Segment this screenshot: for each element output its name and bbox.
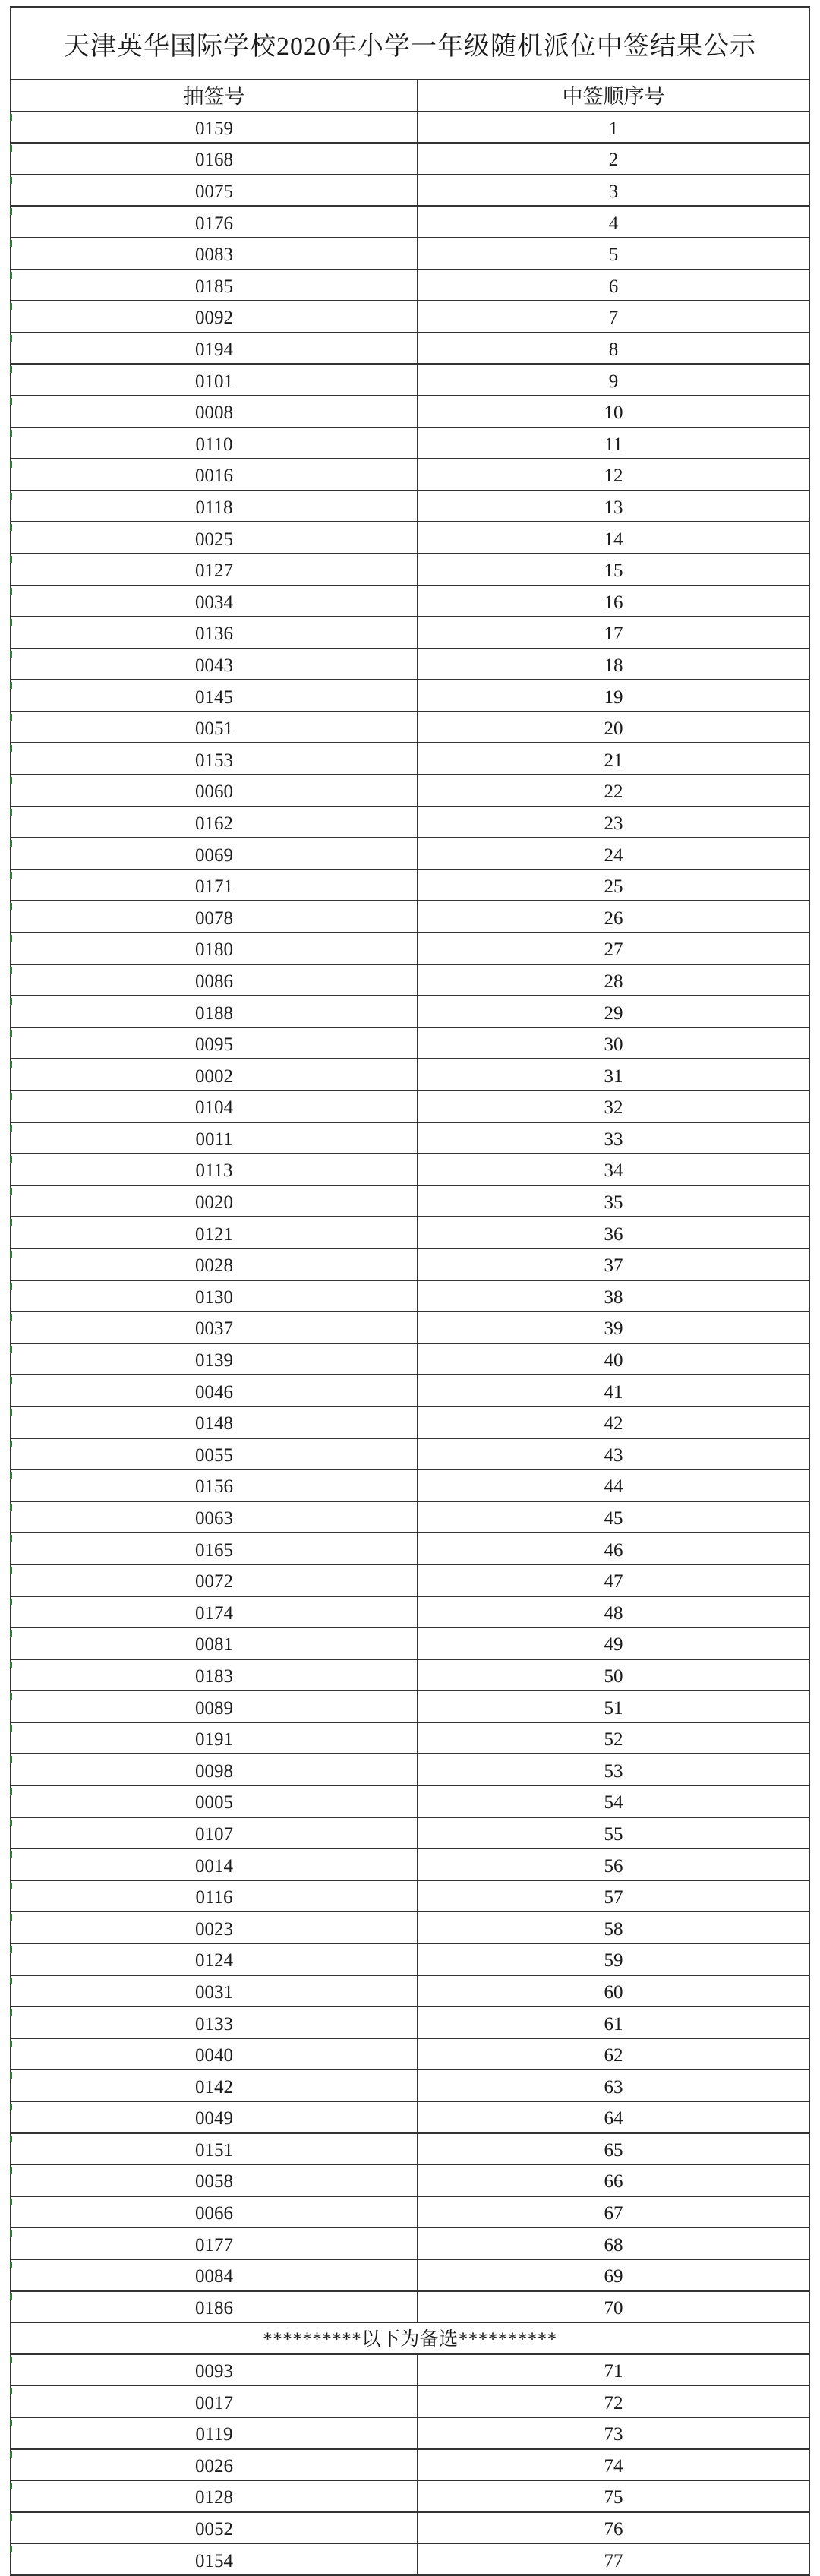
order-number-cell: 5: [608, 245, 619, 266]
order-number-cell: 30: [604, 1034, 623, 1056]
draw-number-cell: 0101: [11, 365, 418, 395]
order-number-cell: 66: [604, 2171, 623, 2192]
draw-number-cell: 0177: [11, 2228, 418, 2259]
table-row: [11, 491, 809, 523]
table-row: [11, 1439, 809, 1471]
draw-number-cell: 0075: [11, 175, 418, 206]
draw-number-cell: 0020: [11, 1186, 418, 1217]
table-row: [11, 2292, 809, 2324]
table-row: [11, 2544, 809, 2576]
order-number-cell: 72: [604, 2392, 623, 2413]
draw-number-cell: 0145: [11, 680, 418, 711]
draw-number-cell: 0153: [11, 743, 418, 774]
draw-number-cell: 0118: [11, 491, 418, 522]
order-number-cell: 67: [604, 2203, 623, 2224]
order-number-cell: 56: [604, 1855, 623, 1877]
order-number-cell: 53: [604, 1760, 623, 1782]
order-number-cell: 35: [604, 1192, 623, 1214]
backup-separator-text: **********以下为备选**********: [263, 2329, 557, 2350]
draw-number-cell: 0127: [11, 554, 418, 585]
draw-number-cell: 0095: [11, 1028, 418, 1059]
draw-number-cell: 0026: [11, 2450, 418, 2480]
order-number-cell: 69: [604, 2266, 623, 2287]
draw-number-cell: 0104: [11, 1091, 418, 1122]
draw-number-cell: 0107: [11, 1818, 418, 1848]
table-row: [11, 2228, 809, 2260]
table-row: [11, 2165, 809, 2197]
table-row: [11, 270, 809, 302]
table-row: [11, 870, 809, 902]
order-number-cell: 17: [604, 623, 623, 645]
table-row: [11, 2070, 809, 2102]
draw-number-cell: 0086: [11, 965, 418, 996]
order-number-cell: 24: [604, 844, 623, 866]
table-row: [11, 680, 809, 712]
draw-number-cell: 0066: [11, 2197, 418, 2227]
order-number-cell: 18: [604, 655, 623, 676]
table-row: [11, 1976, 809, 2008]
draw-number-cell: 0139: [11, 1344, 418, 1375]
table-row: [11, 1059, 809, 1091]
table-header-row: [11, 80, 809, 112]
table-row: [11, 2481, 809, 2513]
table-row: [11, 1597, 809, 1629]
order-number-cell: 12: [604, 466, 623, 487]
table-row: [11, 1849, 809, 1881]
order-number-cell: 16: [604, 592, 623, 613]
draw-number-cell: 0028: [11, 1249, 418, 1280]
draw-number-cell: 0081: [11, 1628, 418, 1659]
main-rows: [11, 112, 809, 2324]
order-number-cell: 48: [604, 1602, 623, 1624]
order-number-cell: 75: [604, 2487, 623, 2508]
draw-number-cell: 0185: [11, 270, 418, 301]
order-number-cell: 64: [604, 2108, 623, 2129]
table-row: [11, 775, 809, 807]
table-row: [11, 1912, 809, 1944]
order-number-cell: 34: [604, 1160, 623, 1182]
draw-number-cell: 0174: [11, 1597, 418, 1627]
order-number-cell: 68: [604, 2234, 623, 2256]
order-number-cell: 13: [604, 497, 623, 519]
table-row: [11, 1091, 809, 1123]
draw-number-cell: 0176: [11, 207, 418, 237]
draw-number-cell: 0063: [11, 1502, 418, 1533]
order-number-cell: 51: [604, 1697, 623, 1719]
table-row: [11, 2134, 809, 2166]
draw-number-cell: 0016: [11, 459, 418, 490]
draw-number-cell: 0089: [11, 1691, 418, 1722]
draw-number-cell: 0083: [11, 238, 418, 269]
order-number-cell: 39: [604, 1318, 623, 1340]
draw-number-cell: 0171: [11, 870, 418, 901]
table-row: [11, 2197, 809, 2229]
table-row: [11, 1786, 809, 1818]
order-number-cell: 37: [604, 1255, 623, 1277]
table-row: [11, 1407, 809, 1439]
table-row: [11, 2450, 809, 2482]
order-number-cell: 19: [604, 687, 623, 708]
draw-number-cell: 0069: [11, 838, 418, 869]
draw-number-cell: 0156: [11, 1470, 418, 1501]
table-row: [11, 2039, 809, 2071]
order-number-cell: 49: [604, 1634, 623, 1656]
order-number-cell: 62: [604, 2045, 623, 2066]
table-row: [11, 1281, 809, 1313]
order-number-cell: 54: [604, 1792, 623, 1814]
draw-number-cell: 0046: [11, 1375, 418, 1406]
order-number-cell: 21: [604, 750, 623, 771]
table-row: [11, 2386, 809, 2418]
draw-number-cell: 0060: [11, 775, 418, 806]
table-row: [11, 1533, 809, 1565]
order-number-cell: 71: [604, 2361, 623, 2382]
table-row: [11, 1660, 809, 1692]
table-row: [11, 1754, 809, 1786]
backup-separator-row: [11, 2323, 809, 2355]
order-number-cell: 6: [608, 276, 619, 297]
table-row: [11, 428, 809, 460]
order-number-cell: 7: [608, 308, 619, 329]
table-row: [11, 1944, 809, 1976]
draw-number-cell: 0113: [11, 1154, 418, 1185]
draw-number-cell: 0148: [11, 1407, 418, 1438]
column-header-order-number: 中签顺序号: [562, 85, 665, 109]
table-row: [11, 459, 809, 491]
order-number-cell: 55: [604, 1823, 623, 1845]
order-number-cell: 10: [604, 402, 623, 424]
table-row: [11, 1123, 809, 1155]
table-row: [11, 996, 809, 1028]
table-row: [11, 2355, 809, 2387]
table-row: [11, 522, 809, 554]
draw-number-cell: 0093: [11, 2355, 418, 2385]
draw-number-cell: 0183: [11, 1660, 418, 1690]
table-row: [11, 1470, 809, 1502]
table-row: [11, 2102, 809, 2134]
sheet-title: 天津英华国际学校2020年小学一年级随机派位中签结果公示: [11, 6, 809, 80]
order-number-cell: 33: [604, 1129, 623, 1150]
draw-number-cell: 0049: [11, 2102, 418, 2132]
order-number-cell: 36: [604, 1223, 623, 1245]
order-number-cell: 47: [604, 1571, 623, 1593]
draw-number-cell: 0014: [11, 1849, 418, 1880]
draw-number-cell: 0005: [11, 1786, 418, 1817]
draw-number-cell: 0133: [11, 2007, 418, 2038]
lottery-results-table: [10, 6, 810, 2576]
draw-number-cell: 0084: [11, 2260, 418, 2290]
draw-number-cell: 0130: [11, 1281, 418, 1312]
column-header-draw-number: 抽签号: [11, 80, 418, 111]
table-row: [11, 1249, 809, 1281]
table-row: [11, 144, 809, 175]
draw-number-cell: 0034: [11, 586, 418, 617]
table-row: [11, 1154, 809, 1186]
order-number-cell: 22: [604, 781, 623, 803]
order-number-cell: 41: [604, 1381, 623, 1403]
draw-number-cell: 0025: [11, 522, 418, 553]
draw-number-cell: 0051: [11, 712, 418, 743]
table-row: [11, 112, 809, 144]
table-row: [11, 1502, 809, 1534]
draw-number-cell: 0055: [11, 1439, 418, 1470]
table-row: [11, 1691, 809, 1723]
table-row: [11, 238, 809, 270]
order-number-cell: 63: [604, 2076, 623, 2098]
draw-number-cell: 0194: [11, 333, 418, 364]
draw-number-cell: 0136: [11, 617, 418, 648]
draw-number-cell: 0002: [11, 1059, 418, 1090]
order-number-cell: 46: [604, 1539, 623, 1561]
table-row: [11, 901, 809, 933]
order-number-cell: 31: [604, 1065, 623, 1087]
table-row: [11, 838, 809, 870]
order-number-cell: 8: [608, 339, 619, 361]
draw-number-cell: 0180: [11, 933, 418, 964]
draw-number-cell: 0078: [11, 901, 418, 932]
order-number-cell: 70: [604, 2297, 623, 2319]
table-row: [11, 1028, 809, 1060]
order-number-cell: 29: [604, 1002, 623, 1024]
table-row: [11, 207, 809, 238]
table-row: [11, 1217, 809, 1249]
table-row: [11, 1723, 809, 1755]
order-number-cell: 14: [604, 529, 623, 550]
draw-number-cell: 0191: [11, 1723, 418, 1754]
backup-rows: [11, 2355, 809, 2576]
order-number-cell: 42: [604, 1413, 623, 1435]
table-row: [11, 396, 809, 428]
order-number-cell: 28: [604, 971, 623, 992]
table-row: [11, 617, 809, 649]
table-row: [11, 2418, 809, 2450]
table-row: [11, 712, 809, 744]
table-row: [11, 2513, 809, 2545]
draw-number-cell: 0168: [11, 144, 418, 174]
draw-number-cell: 0116: [11, 1881, 418, 1911]
draw-number-cell: 0165: [11, 1533, 418, 1564]
order-number-cell: 23: [604, 813, 623, 834]
order-number-cell: 20: [604, 718, 623, 740]
order-number-cell: 44: [604, 1476, 623, 1498]
table-row: [11, 1565, 809, 1597]
table-row: [11, 333, 809, 365]
order-number-cell: 60: [604, 1981, 623, 2003]
order-number-cell: 32: [604, 1097, 623, 1119]
order-number-cell: 27: [604, 939, 623, 961]
order-number-cell: 45: [604, 1508, 623, 1530]
order-number-cell: 74: [604, 2455, 623, 2477]
draw-number-cell: 0008: [11, 396, 418, 427]
order-number-cell: 65: [604, 2139, 623, 2161]
order-number-cell: 11: [604, 434, 623, 455]
table-row: [11, 1881, 809, 1913]
draw-number-cell: 0092: [11, 301, 418, 332]
order-number-cell: 50: [604, 1665, 623, 1687]
draw-number-cell: 0037: [11, 1312, 418, 1343]
order-number-cell: 77: [604, 2550, 623, 2571]
table-row: [11, 2007, 809, 2039]
order-number-cell: 73: [604, 2424, 623, 2445]
draw-number-cell: 0110: [11, 428, 418, 459]
order-number-cell: 76: [604, 2519, 623, 2540]
table-row: [11, 554, 809, 586]
table-row: [11, 1628, 809, 1660]
draw-number-cell: 0119: [11, 2418, 418, 2448]
draw-number-cell: 0052: [11, 2513, 418, 2543]
table-row: [11, 365, 809, 396]
draw-number-cell: 0151: [11, 2134, 418, 2164]
table-row: [11, 743, 809, 775]
order-number-cell: 25: [604, 876, 623, 898]
table-row: [11, 2260, 809, 2292]
order-number-cell: 59: [604, 1950, 623, 1971]
draw-number-cell: 0011: [11, 1123, 418, 1154]
draw-number-cell: 0040: [11, 2039, 418, 2069]
order-number-cell: 40: [604, 1350, 623, 1372]
table-row: [11, 965, 809, 997]
draw-number-cell: 0162: [11, 807, 418, 838]
draw-number-cell: 0124: [11, 1944, 418, 1975]
table-row: [11, 1344, 809, 1376]
draw-number-cell: 0023: [11, 1912, 418, 1943]
order-number-cell: 43: [604, 1444, 623, 1466]
order-number-cell: 38: [604, 1286, 623, 1308]
draw-number-cell: 0043: [11, 649, 418, 680]
table-row: [11, 1818, 809, 1850]
order-number-cell: 4: [608, 213, 619, 234]
order-number-cell: 2: [608, 150, 619, 171]
draw-number-cell: 0058: [11, 2165, 418, 2196]
order-number-cell: 61: [604, 2013, 623, 2035]
order-number-cell: 57: [604, 1887, 623, 1908]
order-number-cell: 26: [604, 908, 623, 929]
draw-number-cell: 0017: [11, 2386, 418, 2417]
draw-number-cell: 0128: [11, 2481, 418, 2511]
table-row: [11, 586, 809, 618]
draw-number-cell: 0072: [11, 1565, 418, 1596]
draw-number-cell: 0159: [11, 112, 418, 143]
order-number-cell: 15: [604, 560, 623, 582]
table-row: [11, 301, 809, 333]
table-row: [11, 807, 809, 839]
order-number-cell: 9: [608, 371, 619, 392]
table-row: [11, 933, 809, 965]
draw-number-cell: 0121: [11, 1217, 418, 1248]
draw-number-cell: 0186: [11, 2292, 418, 2322]
draw-number-cell: 0031: [11, 1976, 418, 2006]
table-row: [11, 1312, 809, 1344]
order-number-cell: 52: [604, 1729, 623, 1750]
draw-number-cell: 0142: [11, 2070, 418, 2101]
draw-number-cell: 0154: [11, 2544, 418, 2574]
table-row: [11, 175, 809, 207]
table-row: [11, 1375, 809, 1407]
draw-number-cell: 0188: [11, 996, 418, 1027]
draw-number-cell: 0098: [11, 1754, 418, 1785]
table-row: [11, 649, 809, 681]
order-number-cell: 3: [608, 182, 619, 203]
order-number-cell: 1: [608, 118, 619, 139]
table-row: [11, 1186, 809, 1218]
order-number-cell: 58: [604, 1918, 623, 1940]
